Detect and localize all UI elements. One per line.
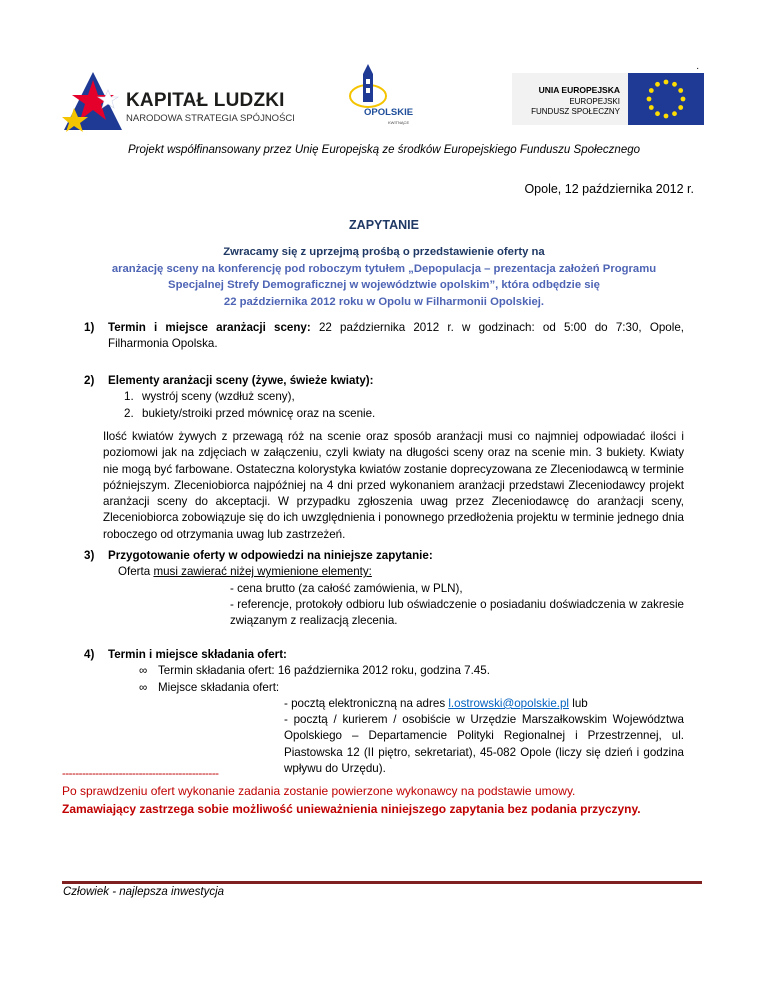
opolskie-tagline: KWITNĄCE	[388, 120, 410, 125]
section-1-label: Termin i miejsce aranżacji sceny:	[108, 321, 311, 334]
section-3-item-references-cont: związanym z realizacją zlecenia.	[230, 614, 398, 628]
email-suffix: lub	[569, 696, 588, 710]
section-2-title: Elementy aranżacji sceny (żywe, świeże kwiaty):	[108, 374, 374, 387]
document-title: ZAPYTANIE	[349, 218, 419, 232]
section-4-bullet	[84, 663, 684, 679]
section-2-item	[84, 389, 684, 405]
section-2-item	[84, 406, 684, 422]
intro-line-3: Specjalnej Strefy Demograficznej w województwie opolskim”, która odbędzie się	[168, 279, 600, 292]
infinity-bullet-icon: ∞	[139, 664, 148, 678]
section-1-body	[84, 320, 684, 353]
section-4-post-address: - pocztą / kurierem / osobiście w Urzędzie Marszałkowskim Województwa Opolskiego – Departamencie Polityki Regionalnej i Przestrzennej, ul. Piastowska 12 (II piętro, sekretariat), 45-082 Opole (liczy się dzień i godzina wpływu do Urzędu).	[284, 713, 684, 776]
opolskie-tower-icon	[344, 64, 434, 110]
section-3-item-references: - referencje, protokoły odbioru lub oświadczenie o posiadaniu doświadczenia w zakresie	[230, 597, 684, 611]
section-3-lead-underlined: musi zawierać niżej wymienione elementy:	[153, 565, 372, 579]
section-3	[84, 548, 684, 629]
section-4-deadline: Termin składania ofert: 16 października 2012 roku, godzina 7.45.	[158, 664, 490, 678]
section-3-lead	[84, 564, 684, 580]
eu-flag-icon	[628, 73, 704, 125]
section-3-title: Przygotowanie oferty w odpowiedzi na niniejsze zapytanie:	[108, 549, 433, 562]
separator-line: -----------------------------------------------	[62, 768, 219, 780]
intro-line-4: 22 października 2012 roku w Opolu w Filharmonii Opolskiej.	[223, 295, 545, 308]
section-1-line-1	[108, 320, 684, 336]
section-3-item-price: - cena brutto (za całość zamówienia, w PLN),	[230, 581, 463, 595]
section-4-number: 4)	[84, 648, 95, 661]
kapital-ludzki-title: KAPITAŁ LUDZKI	[126, 90, 285, 111]
email-prefix: - pocztą elektroniczną na adres	[284, 696, 449, 710]
kapital-ludzki-subtitle: NARODOWA STRATEGIA SPÓJNOŚCI	[126, 113, 295, 124]
opolskie-name: OPOLSKIE	[364, 107, 414, 118]
section-2-item-number: 2.	[124, 406, 134, 420]
eu-fund-line1: EUROPEJSKI	[569, 97, 620, 106]
section-1-text: 22 października 2012 r. w godzinach: od 5:00 do 7:30, Opole,	[310, 321, 684, 334]
section-2-item-text: wystrój sceny (wzdłuż sceny),	[142, 390, 295, 404]
document-date: Opole, 12 października 2012 r.	[524, 182, 694, 196]
section-3-lead-text: Oferta	[118, 565, 154, 579]
section-4-title: Termin i miejsce składania ofert:	[108, 648, 287, 661]
section-1-line-2: Filharmonia Opolska.	[108, 337, 218, 351]
kapital-ludzki-logo	[62, 70, 294, 132]
eu-fund-line2: FUNDUSZ SPOŁECZNY	[531, 107, 620, 116]
section-4-place: Miejsce składania ofert:	[158, 680, 280, 694]
section-2-item-text: bukiety/stroiki przed mównicę oraz na scenie.	[142, 406, 376, 420]
kapital-ludzki-emblem-icon	[62, 70, 124, 132]
decorative-dot: ·	[696, 63, 700, 74]
section-4	[84, 647, 684, 777]
footer-slogan: Człowiek - najlepsza inwestycja	[63, 886, 225, 898]
eu-title: UNIA EUROPEJSKA	[538, 85, 620, 95]
intro-line-1: Zwracamy się z uprzejmą prośbą o przedstawienie oferty na	[223, 246, 545, 258]
section-2-number: 2)	[84, 374, 95, 387]
notice-cancellation: Zamawiający zastrzega sobie możliwość unieważnienia niniejszego zapytania bez podania przyczyny.	[62, 802, 641, 816]
eu-fund-logo	[512, 73, 704, 125]
footer-rule	[62, 881, 702, 884]
section-2	[84, 373, 684, 422]
section-1-number: 1)	[84, 321, 95, 334]
project-cofinancing-line: Projekt współfinansowany przez Unię Europejską ze środków Europejskiego Funduszu Społecznego	[127, 144, 641, 156]
section-2-item-number: 1.	[124, 390, 134, 404]
intro-line-2: aranżację sceny na konferencję pod roboczym tytułem „Depopulacja – prezentacja założeń Programu	[111, 262, 657, 275]
intro-paragraph	[84, 244, 684, 310]
infinity-bullet-icon: ∞	[139, 680, 148, 694]
notice-contract: Po sprawdzeniu ofert wykonanie zadania zostanie powierzone wykonawcy na podstawie umowy.	[62, 784, 576, 798]
section-4-email-line	[84, 696, 684, 712]
section-3-number: 3)	[84, 549, 95, 562]
section-1	[84, 320, 684, 353]
section-4-bullet	[84, 680, 684, 696]
section-2-paragraph: Ilość kwiatów żywych z przewagą róż na scenie oraz sposób aranżacji musi co najmniej odpowiadać ilości i poziomowi jak na zdjęciach w załączeniu, czyli kwiaty na długości sceny oraz na scenie min. 3 bukiety. Kwiaty nie mogą być farbowane. Ostateczna kolorystyka kwiatów zostanie doprecyzowana ze Zleceniodawcą w terminie późniejszym. Zleceniobiorca najpóźniej na 4 dni przed wykonaniem aranżacji przedstawi Zleceniodawcy projekt aranżacji sceny do akceptacji. W przypadku zgłoszenia uwag przez Zleceniodawcę do aranżacji sceny, Zleceniobiorca zobowiązuje się do ich uwzględnienia i ponownego przedłożenia projektu w terminie jednego dnia roboczego od otrzymania uwag lub zastrzeżeń.	[103, 430, 684, 541]
email-link[interactable]: l.ostrowski@opolskie.pl	[448, 696, 570, 710]
opolskie-logo	[344, 64, 434, 134]
eu-fund-name	[518, 97, 620, 117]
